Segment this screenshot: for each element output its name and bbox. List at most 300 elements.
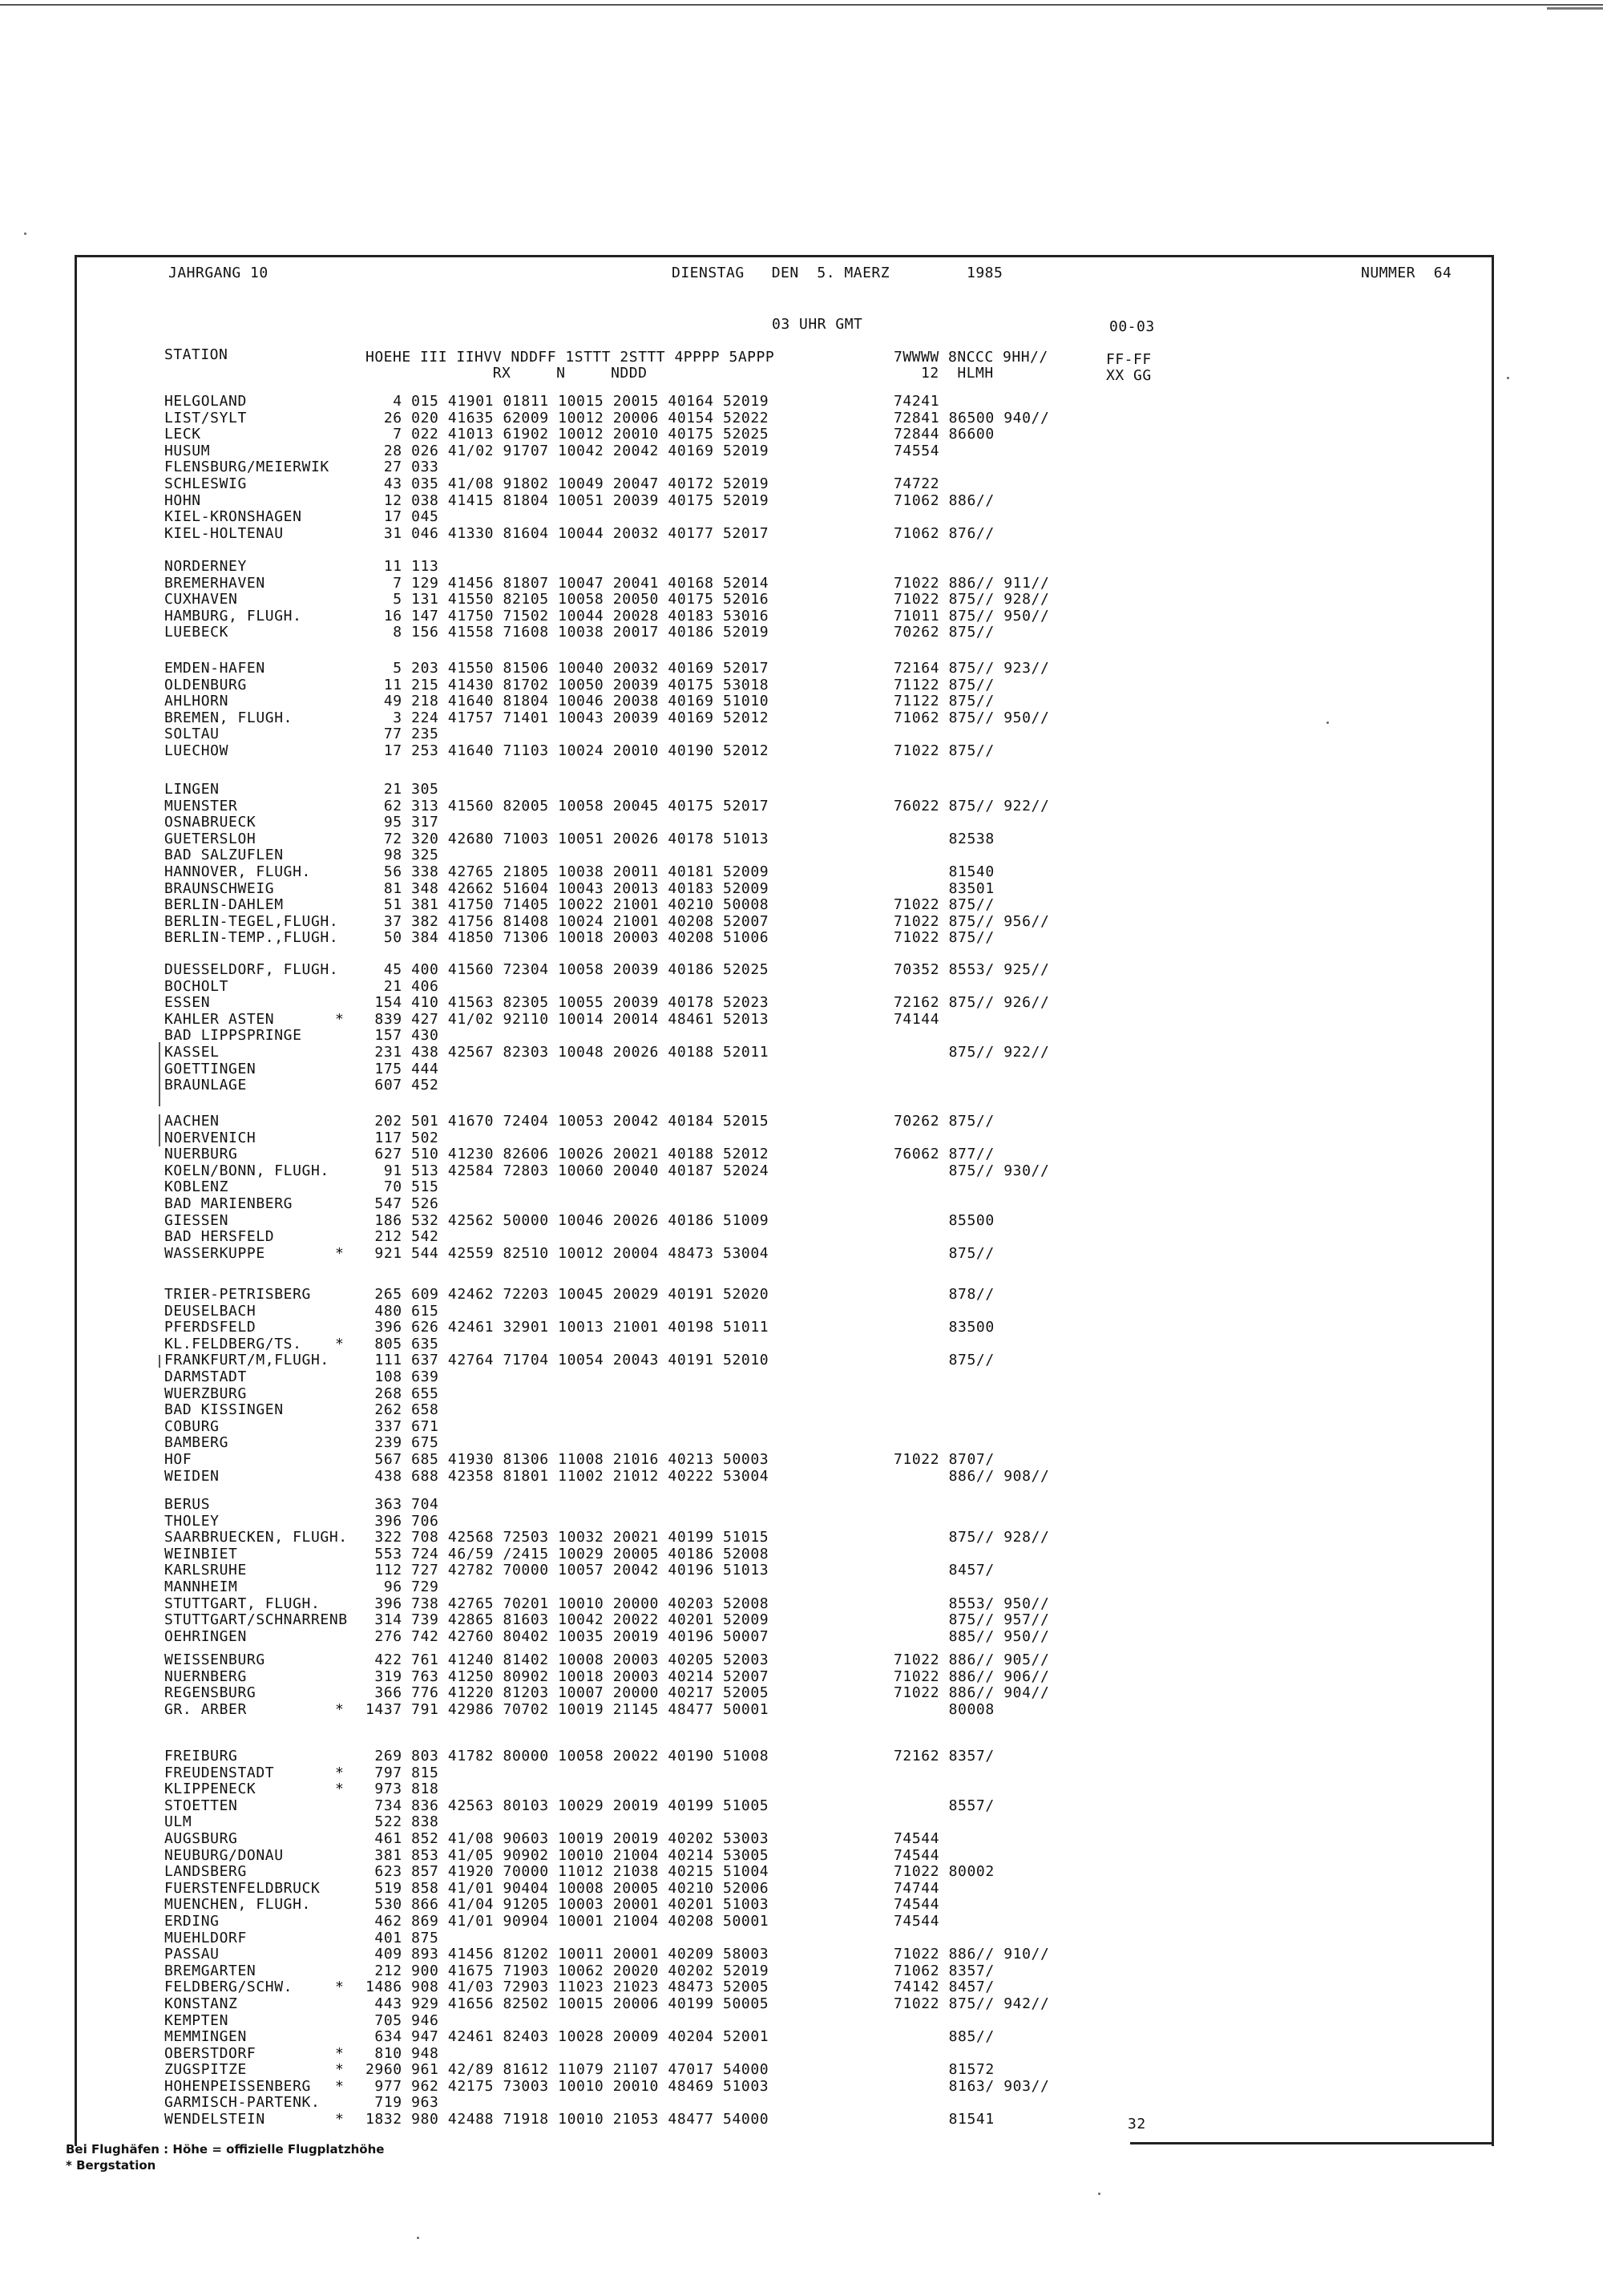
station-name: WASSERKUPPE	[164, 1244, 265, 1262]
station-main-groups: 337 671	[365, 1417, 439, 1435]
top-scan-mark	[1547, 7, 1603, 10]
station-name: BAD MARIENBERG	[164, 1194, 293, 1212]
station-main-groups: 268 655	[365, 1384, 439, 1402]
station-main-groups: 28 026 41/02 91707 10042 20042 40169 52019	[365, 442, 769, 459]
station-main-groups: 72 320 42680 71003 10051 20026 40178 51013	[365, 830, 769, 847]
station-name: FREIBURG	[164, 1748, 238, 1764]
station-extra-groups	[894, 847, 1049, 864]
mountain-marker	[335, 2013, 344, 2030]
station-name: HANNOVER, FLUGH.	[164, 863, 311, 880]
station-name: HOF	[164, 1450, 192, 1468]
mountain-marker: *	[335, 1764, 345, 1781]
station-name: ESSEN	[164, 994, 211, 1012]
station-main-groups-column	[365, 1114, 769, 1262]
station-extra-groups: 74544	[894, 1912, 940, 1930]
station-name: BAD SALZUFLEN	[164, 847, 284, 864]
station-extra-groups: 71011 875// 950//	[894, 607, 1050, 625]
station-main-groups: 422 761 41240 81402 10008 20003 40205 52003	[365, 1651, 769, 1668]
station-name-column	[164, 1748, 320, 2128]
station-extra-groups: 71122 875//	[894, 676, 995, 693]
station-extra-groups: 8557/	[894, 1797, 995, 1814]
station-main-groups: 461 852 41/08 90603 10019 20019 40202 53003	[365, 1829, 769, 1847]
station-main-groups: 977 962 42175 73003 10010 20010 48469 51003	[365, 2077, 769, 2095]
column-header-main: HOEHE III IIHVV NDDFF 1STTT 2STTT 4PPPP 5APPP	[365, 349, 775, 366]
station-main-groups: 2960 961 42/89 81612 11079 21107 47017 54000	[365, 2061, 769, 2079]
station-extra-groups: 8163/ 903//	[894, 2077, 1050, 2095]
station-extra-groups: 71022 8707/	[894, 1450, 995, 1468]
station-name: KAHLER ASTEN	[164, 1010, 275, 1028]
report-date: DIENSTAG DEN 5. MAERZ	[672, 265, 890, 281]
station-main-groups: 1437 791 42986 70702 10019 21145 48477 50001	[365, 1700, 769, 1718]
station-name: HELGOLAND	[164, 393, 247, 410]
station-extra-groups-column	[894, 661, 1049, 760]
station-main-groups: 607 452	[365, 1077, 439, 1094]
mountain-marker	[335, 1435, 344, 1452]
station-name: HUSUM	[164, 442, 211, 459]
station-main-groups: 547 526	[365, 1194, 439, 1212]
station-name: PASSAU	[164, 1946, 220, 1963]
station-main-groups: 5 131 41550 82105 10058 20050 40175 52016	[365, 591, 769, 608]
station-name: CUXHAVEN	[164, 591, 238, 608]
station-extra-groups-column	[894, 962, 1049, 1094]
station-main-groups: 363 704	[365, 1496, 439, 1513]
station-main-groups: 921 544 42559 82510 10012 20004 48473 53004	[365, 1244, 769, 1262]
station-extra-groups: 76022 875// 922//	[894, 797, 1050, 815]
station-name: BREMEN, FLUGH.	[164, 709, 293, 726]
station-extra-groups	[894, 559, 1049, 576]
station-name: TRIER-PETRISBERG	[164, 1286, 311, 1303]
mountain-marker	[335, 1669, 344, 1686]
station-extra-groups: 74544	[894, 1829, 940, 1847]
station-extra-groups	[894, 1196, 1049, 1213]
station-extra-groups: 71022 875//	[894, 742, 995, 759]
station-extra-groups: 76062 877//	[894, 1146, 995, 1163]
station-main-groups: 409 893 41456 81202 10011 20001 40209 58003	[365, 1946, 769, 1963]
station-name: BERLIN-TEGEL,FLUGH.	[164, 912, 339, 930]
station-main-groups-column	[365, 782, 769, 947]
station-name: KARLSRUHE	[164, 1562, 247, 1579]
station-name: FUERSTENFELDBRUCK	[164, 1879, 321, 1897]
station-main-groups: 186 532 42562 50000 10046 20026 40186 51009	[365, 1211, 769, 1229]
column-subheader-gusts: XX GG	[1106, 367, 1152, 384]
station-main-groups-column	[365, 559, 769, 641]
mountain-marker	[335, 979, 344, 996]
station-main-groups: 705 946	[365, 2011, 439, 2029]
margin-mark	[159, 1042, 160, 1106]
station-name: STUTTGART, FLUGH.	[164, 1595, 321, 1612]
mountain-marker: *	[335, 1700, 345, 1718]
station-extra-groups: 71062 876//	[894, 524, 995, 542]
station-main-groups: 45 400 41560 72304 10058 20039 40186 52025	[365, 961, 769, 978]
station-name: GUETERSLOH	[164, 830, 256, 847]
station-main-groups: 319 763 41250 80902 10018 20003 40214 52007	[365, 1667, 769, 1685]
mountain-marker	[335, 1114, 344, 1130]
station-name: HAMBURG, FLUGH.	[164, 607, 302, 625]
station-main-groups: 443 929 41656 82502 10015 20006 40199 50005	[365, 1995, 769, 2012]
station-extra-groups: 74544	[894, 1896, 940, 1914]
station-name: LECK	[164, 426, 201, 443]
station-main-groups: 212 542	[365, 1228, 439, 1246]
station-main-groups: 50 384 41850 71306 10018 20003 40208 51006	[365, 929, 769, 947]
station-main-groups: 31 046 41330 81604 10044 20032 40177 52017	[365, 524, 769, 542]
station-extra-groups	[894, 1781, 1049, 1798]
station-extra-groups: 71022 886// 905//	[894, 1651, 1050, 1668]
station-main-groups-column	[365, 1287, 769, 1485]
station-main-groups: 77 235	[365, 726, 439, 743]
station-name: LUECHOW	[164, 742, 229, 759]
mountain-marker	[335, 1320, 344, 1336]
station-extra-groups: 71062 8357/	[894, 1962, 995, 1979]
station-name: BAD KISSINGEN	[164, 1401, 284, 1419]
station-main-groups: 276 742 42760 80402 10035 20019 40196 50007	[365, 1627, 769, 1645]
station-name: AHLHORN	[164, 693, 229, 710]
station-main-groups: 12 038 41415 81804 10051 20039 40175 52019	[365, 491, 769, 509]
mountain-marker	[335, 1287, 344, 1304]
station-name: BREMGARTEN	[164, 1962, 256, 1979]
issue-number: NUMMER 64	[1361, 265, 1452, 281]
station-extra-groups	[894, 1229, 1049, 1246]
mountain-marker	[335, 1028, 344, 1045]
station-name: KASSEL	[164, 1043, 220, 1061]
station-name: BREMERHAVEN	[164, 574, 265, 592]
station-name: AACHEN	[164, 1113, 220, 1130]
station-main-groups: 26 020 41635 62009 10012 20006 40154 52022	[365, 409, 769, 426]
mountain-marker	[335, 1831, 344, 1848]
mountain-marker-column	[335, 1748, 344, 2128]
station-extra-groups: 71122 875//	[894, 693, 995, 710]
station-extra-groups	[894, 1304, 1049, 1320]
station-extra-groups	[894, 2013, 1049, 2030]
station-extra-groups	[894, 1369, 1049, 1386]
station-extra-groups: 878//	[894, 1286, 995, 1303]
mountain-marker	[335, 1386, 344, 1403]
station-name: BERLIN-TEMP.,FLUGH.	[164, 929, 339, 947]
station-main-groups: 17 045	[365, 508, 439, 526]
station-name: NUERBURG	[164, 1146, 238, 1163]
station-name: LINGEN	[164, 781, 220, 798]
mountain-marker	[335, 1045, 344, 1061]
station-name: WUERZBURG	[164, 1384, 247, 1402]
station-main-groups: 21 406	[365, 977, 439, 995]
station-main-groups: 322 708 42568 72503 10032 20021 40199 51015	[365, 1529, 769, 1546]
station-name: FREUDENSTADT	[164, 1764, 275, 1781]
station-main-groups: 43 035 41/08 91802 10049 20047 40172 52019	[365, 475, 769, 492]
station-name: BAD LIPPSPRINGE	[164, 1027, 302, 1045]
station-main-groups: 27 033	[365, 459, 439, 476]
station-extra-groups: 71062 886//	[894, 491, 995, 509]
station-extra-groups	[894, 1028, 1049, 1045]
mountain-marker	[335, 1469, 344, 1486]
station-extra-groups	[894, 1419, 1049, 1436]
station-name: NOERVENICH	[164, 1129, 256, 1146]
station-extra-groups: 80008	[894, 1700, 995, 1718]
mountain-marker	[335, 1369, 344, 1386]
station-name: BAD HERSFELD	[164, 1228, 275, 1246]
station-extra-groups: 875//	[894, 1244, 995, 1262]
station-name: AUGSBURG	[164, 1829, 238, 1847]
station-main-groups: 973 818	[365, 1781, 439, 1798]
station-main-groups: 157 430	[365, 1027, 439, 1045]
station-extra-groups: 85500	[894, 1211, 995, 1229]
station-extra-groups	[894, 1402, 1049, 1419]
station-name-column	[164, 1652, 265, 1718]
station-name: FLENSBURG/MEIERWIK	[164, 459, 329, 476]
station-name: STUTTGART/SCHNARRENB	[164, 1611, 348, 1629]
station-main-groups-column	[365, 1497, 769, 1645]
mountain-marker	[335, 1996, 344, 2013]
station-extra-groups	[894, 1435, 1049, 1452]
station-main-groups: 480 615	[365, 1302, 439, 1320]
station-main-groups: 366 776 41220 81203 10007 20000 40217 52005	[365, 1684, 769, 1702]
station-extra-groups: 82538	[894, 830, 995, 847]
station-main-groups: 381 853 41/05 90902 10010 21004 40214 53005	[365, 1846, 769, 1864]
station-main-groups: 98 325	[365, 847, 439, 864]
station-main-groups: 11 215 41430 81702 10050 20039 40175 53018	[365, 676, 769, 693]
station-extra-groups-column	[894, 1497, 1049, 1645]
station-name: DEUSELBACH	[164, 1302, 256, 1320]
station-main-groups: 70 515	[365, 1178, 439, 1196]
station-name: KLIPPENECK	[164, 1781, 256, 1798]
station-name: SOLTAU	[164, 726, 220, 743]
column-header-station: STATION	[164, 346, 228, 363]
station-name: THOLEY	[164, 1512, 220, 1530]
station-extra-groups: 886// 908//	[894, 1467, 1050, 1485]
station-main-groups: 3 224 41757 71401 10043 20039 40169 52012	[365, 709, 769, 726]
mountain-marker	[335, 1798, 344, 1815]
column-header-extra: 7WWWW 8NCCC 9HH//	[894, 349, 1048, 366]
station-main-groups: 96 729	[365, 1578, 439, 1595]
station-name: KONSTANZ	[164, 1995, 238, 2012]
station-main-groups: 401 875	[365, 1929, 439, 1946]
mountain-marker	[335, 1652, 344, 1669]
mountain-marker-column	[335, 962, 344, 1094]
station-extra-groups: 83501	[894, 879, 995, 897]
station-extra-groups-column	[894, 394, 1049, 542]
mountain-marker	[335, 995, 344, 1012]
station-extra-groups: 885//	[894, 2028, 995, 2046]
station-main-groups: 37 382 41756 81408 10024 21001 40208 52007	[365, 912, 769, 930]
station-name: SCHLESWIG	[164, 475, 247, 492]
station-main-groups: 17 253 41640 71103 10024 20010 40190 52012	[365, 742, 769, 759]
station-main-groups: 117 502	[365, 1129, 439, 1146]
station-main-groups: 21 305	[365, 781, 439, 798]
station-name: WEINBIET	[164, 1545, 238, 1562]
station-main-groups: 810 948	[365, 2044, 439, 2062]
station-main-groups: 269 803 41782 80000 10058 20022 40190 51008	[365, 1748, 769, 1764]
station-main-groups: 396 626 42461 32901 10013 21001 40198 51011	[365, 1319, 769, 1336]
station-extra-groups: 74744	[894, 1879, 940, 1897]
mountain-marker	[335, 1848, 344, 1865]
station-name: MUENCHEN, FLUGH.	[164, 1896, 311, 1914]
station-main-groups: 49 218 41640 81804 10046 20038 40169 51010	[365, 693, 769, 710]
mountain-marker	[335, 1213, 344, 1230]
station-main-groups: 530 866 41/04 91205 10003 20001 40201 51003	[365, 1896, 769, 1914]
station-main-groups: 839 427 41/02 92110 10014 20014 48461 52013	[365, 1010, 769, 1028]
station-extra-groups	[894, 815, 1049, 831]
station-main-groups: 262 658	[365, 1401, 439, 1419]
station-extra-groups: 72162 8357/	[894, 1748, 995, 1764]
station-main-groups: 314 739 42865 81603 10042 20022 40201 52009	[365, 1611, 769, 1629]
station-name: ULM	[164, 1813, 192, 1831]
station-name-column	[164, 661, 293, 760]
station-name: GR. ARBER	[164, 1700, 247, 1718]
station-extra-groups-column	[894, 782, 1049, 947]
mountain-marker: *	[335, 2044, 345, 2062]
station-main-groups-column	[365, 1652, 769, 1718]
mountain-marker	[335, 1179, 344, 1196]
station-name: WEISSENBURG	[164, 1651, 265, 1668]
station-extra-groups-column	[894, 1652, 1049, 1718]
station-name: ERDING	[164, 1912, 220, 1930]
mountain-marker	[335, 1077, 344, 1094]
station-extra-groups: 71022 875// 956//	[894, 912, 1050, 930]
station-name: BERUS	[164, 1496, 211, 1513]
station-extra-groups: 81541	[894, 2111, 995, 2128]
station-extra-groups: 875//	[894, 1352, 995, 1369]
mountain-marker	[335, 1130, 344, 1147]
mountain-marker: *	[335, 2061, 345, 2079]
mountain-marker	[335, 1352, 344, 1369]
station-extra-groups	[894, 509, 1049, 526]
station-name: DUESSELDORF, FLUGH.	[164, 961, 339, 978]
station-extra-groups	[894, 1130, 1049, 1147]
mountain-marker	[335, 1881, 344, 1898]
station-main-groups: 734 836 42563 80103 10029 20019 40199 51005	[365, 1797, 769, 1814]
station-main-groups: 175 444	[365, 1060, 439, 1077]
station-main-groups: 396 738 42765 70201 10010 20000 40203 52008	[365, 1595, 769, 1612]
station-extra-groups	[894, 1179, 1049, 1196]
station-name: BOCHOLT	[164, 977, 229, 995]
station-main-groups: 1486 908 41/03 72903 11023 21023 48473 52005	[365, 1979, 769, 1996]
scan-speck	[24, 232, 26, 235]
mountain-marker: *	[335, 1244, 345, 1262]
station-name: COBURG	[164, 1417, 220, 1435]
station-name: STOETTEN	[164, 1797, 238, 1814]
station-extra-groups	[894, 1579, 1049, 1596]
station-extra-groups: 74554	[894, 442, 940, 459]
scan-speck	[1326, 722, 1329, 724]
station-main-groups: 462 869 41/01 90904 10001 21004 40208 50001	[365, 1912, 769, 1930]
station-extra-groups: 70262 875//	[894, 624, 995, 641]
station-extra-groups: 72162 875// 926//	[894, 994, 1050, 1012]
station-main-groups: 51 381 41750 71405 10022 21001 40210 50008	[365, 896, 769, 914]
station-name: KOELN/BONN, FLUGH.	[164, 1162, 329, 1179]
column-subheader-main: RX N NDDD	[365, 365, 648, 382]
station-extra-groups: 71022 80002	[894, 1863, 995, 1881]
station-main-groups-column	[365, 661, 769, 760]
station-main-groups: 202 501 41670 72404 10053 20042 40184 52015	[365, 1113, 769, 1130]
mountain-marker: *	[335, 2077, 345, 2095]
footnote-mountain-station: * Bergstation	[66, 2158, 156, 2173]
station-main-groups: 805 635	[365, 1335, 439, 1352]
mountain-marker	[335, 1419, 344, 1436]
mountain-marker	[335, 1452, 344, 1469]
station-extra-groups	[894, 1514, 1049, 1530]
mountain-marker	[335, 1748, 344, 1765]
station-extra-groups: 72841 86500 940//	[894, 409, 1050, 426]
mountain-marker	[335, 1196, 344, 1213]
station-extra-groups: 74241	[894, 393, 940, 410]
station-extra-groups-column	[894, 1114, 1049, 1262]
station-main-groups: 7 129 41456 81807 10047 20041 40168 52014	[365, 574, 769, 592]
station-extra-groups: 74544	[894, 1846, 940, 1864]
station-extra-groups	[894, 1930, 1049, 1947]
station-name: OLDENBURG	[164, 676, 247, 693]
station-name-column	[164, 1287, 329, 1485]
station-name: KIEL-HOLTENAU	[164, 524, 284, 542]
station-extra-groups	[894, 979, 1049, 996]
station-name: BRAUNLAGE	[164, 1077, 247, 1094]
station-extra-groups: 74142 8457/	[894, 1979, 995, 1996]
mountain-marker	[335, 1402, 344, 1419]
station-extra-groups	[894, 1814, 1049, 1831]
station-main-groups: 553 724 46/59 /2415 10029 20005 40186 52008	[365, 1545, 769, 1562]
scan-speck	[1507, 377, 1509, 379]
station-main-groups-column	[365, 394, 769, 542]
station-main-groups: 212 900 41675 71903 10062 20020 40202 52019	[365, 1962, 769, 1979]
station-extra-groups	[894, 1765, 1049, 1782]
station-name: KL.FELDBERG/TS.	[164, 1335, 302, 1352]
station-main-groups-column	[365, 962, 769, 1094]
station-name-column	[164, 394, 329, 542]
station-main-groups: 56 338 42765 21805 10038 20011 40181 52009	[365, 863, 769, 880]
station-name: EMDEN-HAFEN	[164, 660, 265, 677]
margin-mark	[159, 1114, 160, 1146]
station-main-groups: 112 727 42782 70000 10057 20042 40196 51013	[365, 1562, 769, 1579]
station-name: GOETTINGEN	[164, 1060, 256, 1077]
station-extra-groups	[894, 1497, 1049, 1514]
station-name: HOHENPEISSENBERG	[164, 2077, 311, 2095]
mountain-marker	[335, 1864, 344, 1881]
station-name-column	[164, 782, 338, 947]
station-extra-groups	[894, 2095, 1049, 2112]
station-name: GARMISCH-PARTENK.	[164, 2094, 321, 2112]
station-extra-groups: 71022 886// 904//	[894, 1684, 1050, 1702]
station-extra-groups: 71062 875// 950//	[894, 709, 1050, 726]
station-name: OBERSTDORF	[164, 2044, 256, 2062]
station-name: WENDELSTEIN	[164, 2111, 265, 2128]
station-name: BERLIN-DAHLEM	[164, 896, 284, 914]
station-main-groups: 95 317	[365, 814, 439, 831]
mountain-marker	[335, 1163, 344, 1180]
station-extra-groups-column	[894, 1748, 1049, 2128]
station-extra-groups	[894, 2046, 1049, 2063]
station-main-groups: 108 639	[365, 1368, 439, 1385]
station-name: FRANKFURT/M,FLUGH.	[164, 1352, 329, 1369]
station-main-groups: 111 637 42764 71704 10054 20043 40191 52010	[365, 1352, 769, 1369]
mountain-marker	[335, 2095, 344, 2112]
mountain-marker: *	[335, 1781, 345, 1798]
mountain-marker	[335, 962, 344, 979]
station-main-groups: 7 022 41013 61902 10012 20010 40175 52025	[365, 426, 769, 443]
station-name-column	[164, 1114, 329, 1262]
mountain-marker	[335, 1304, 344, 1320]
station-name: REGENSBURG	[164, 1684, 256, 1702]
station-name: DARMSTADT	[164, 1368, 247, 1385]
top-scan-line	[0, 4, 1603, 6]
scan-speck	[1098, 2193, 1100, 2195]
station-extra-groups: 74722	[894, 475, 940, 492]
station-extra-groups-column	[894, 559, 1049, 641]
station-name-column	[164, 1497, 348, 1645]
station-extra-groups: 72164 875// 923//	[894, 660, 1050, 677]
mountain-marker	[335, 1946, 344, 1963]
station-extra-groups: 875// 928//	[894, 1529, 1050, 1546]
station-extra-groups: 71022 886// 906//	[894, 1667, 1050, 1685]
mountain-marker	[335, 1814, 344, 1831]
station-extra-groups	[894, 1336, 1049, 1353]
station-name: SAARBRUECKEN, FLUGH.	[164, 1529, 348, 1546]
